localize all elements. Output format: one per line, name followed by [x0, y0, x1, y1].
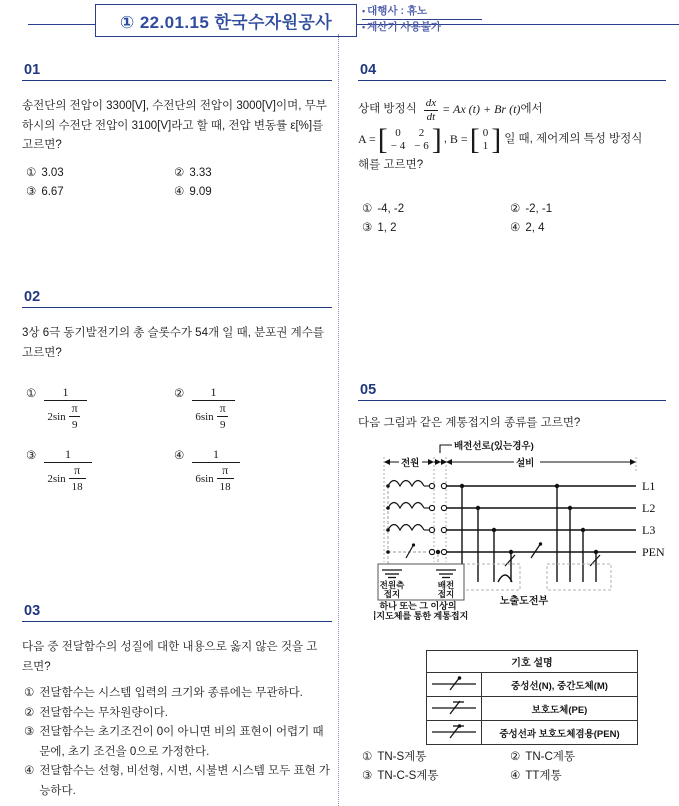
pen-conductor-symbol-icon — [427, 721, 482, 745]
choice-formula — [192, 447, 239, 496]
question-04-choices — [362, 200, 668, 238]
question-04-text-before: 상태 방정식 — [358, 103, 417, 116]
diagram-top-label: 배전선로(있는경우) — [454, 441, 534, 452]
choice-marker: ③ — [24, 726, 35, 738]
matrix-cell: − 4 — [390, 140, 406, 152]
matrix-cell: − 6 — [414, 140, 429, 152]
neutral-conductor-symbol-icon — [427, 673, 482, 697]
legend-label: 중성선(N), 중간도체(M) — [482, 673, 638, 697]
fraction-denominator — [44, 462, 91, 496]
inner-denominator: 9 — [217, 416, 229, 434]
choice-label: 전달함수는 초기조건이 0이 아니면 비의 표현이 어렵기 때문에, 초기 조건을 0으로 가정한다. — [39, 726, 324, 758]
protective-conductor-symbol-icon — [427, 697, 482, 721]
header-note-agency — [362, 3, 602, 19]
bracket-left: [ — [469, 123, 480, 156]
diagram-line-pen: PEN — [642, 545, 665, 559]
inner-numerator: π — [74, 463, 81, 477]
inner-denominator: 18 — [69, 478, 86, 496]
legend-table — [426, 650, 638, 745]
question-02-choices — [26, 385, 332, 496]
denominator-coefficient: 6sin — [195, 411, 214, 424]
ground-source-label-line1: 전원측 — [379, 580, 405, 590]
legend-row — [427, 697, 638, 721]
choice-marker: ① — [362, 203, 373, 215]
bullet-icon: • — [362, 22, 366, 32]
ground-dist-label-line1: 배전 — [437, 580, 455, 590]
bullet-icon: • — [362, 6, 366, 16]
question-04-number: 04 — [360, 62, 377, 78]
choice-1[interactable] — [26, 385, 174, 447]
matrix-cell: 0 — [395, 127, 401, 139]
question-04-line3: 해를 고르면? — [358, 159, 424, 171]
derivative-denominator: dt — [424, 110, 439, 124]
question-05-text: 다음 그림과 같은 계통접지의 종류를 고르면? — [358, 417, 581, 429]
legend-symbol-svg — [430, 675, 478, 691]
bracket-right: ] — [431, 123, 442, 156]
bracket-left: [ — [377, 123, 388, 156]
choice-3[interactable] — [362, 767, 510, 786]
choice-1[interactable] — [24, 684, 334, 704]
legend-label: 보호도체(PE) — [482, 697, 638, 721]
header-note-agency-text: 대행사 : 휴노 — [367, 5, 428, 17]
choice-formula — [44, 447, 91, 496]
choice-marker: ④ — [510, 222, 521, 234]
choice-3[interactable] — [26, 447, 174, 496]
choice-marker: ④ — [510, 770, 521, 782]
question-04-line1 — [358, 96, 670, 124]
matrix-b — [469, 123, 502, 156]
choice-row — [362, 767, 668, 786]
choice-label: 전달함수는 무차원량이다. — [39, 706, 168, 719]
question-04-text-after: 일 때, 제어계의 특성 방정식 — [504, 133, 643, 146]
choice-marker: ④ — [174, 450, 185, 462]
matrix-separator: , — [443, 133, 447, 146]
choice-2[interactable] — [174, 164, 212, 183]
question-01-header — [22, 63, 332, 81]
choice-marker: ③ — [362, 770, 373, 782]
choice-marker: ② — [510, 203, 521, 215]
fraction-denominator — [44, 400, 86, 434]
header-note-separator — [362, 19, 482, 20]
question-04-header — [358, 63, 666, 81]
choice-label: 1, 2 — [377, 222, 397, 234]
matrix-a-label: A = — [358, 132, 376, 147]
choice-4[interactable] — [24, 762, 334, 801]
ground-dist-label-line2: 접지 — [437, 589, 455, 599]
question-02-rule — [22, 307, 332, 308]
question-03-text: 다음 중 전달함수의 성질에 대한 내용으로 옳지 않은 것을 고르면? — [22, 641, 318, 673]
page-title: ① 22.01.15 한국수자원공사 — [119, 13, 333, 32]
diagram-caption-line1: 하나 또는 그 이상의 — [379, 601, 457, 611]
choice-row — [362, 748, 668, 767]
choice-marker: ② — [24, 706, 35, 719]
choice-4[interactable] — [510, 767, 562, 786]
question-03-rule — [22, 621, 332, 622]
choice-2[interactable] — [174, 385, 238, 447]
choice-2[interactable] — [510, 748, 575, 767]
matrix-a-cells — [388, 127, 432, 153]
choice-formula — [192, 385, 234, 434]
page-header — [0, 0, 679, 50]
choice-label: 전달함수는 선형, 비선형, 시변, 시불변 시스템 모두 표현 가능하다. — [39, 765, 330, 797]
question-02-text: 3상 6극 동기발전기의 총 슬롯수가 54개 일 때, 분포권 계수를 고르면? — [22, 327, 324, 359]
exam-title-box — [95, 4, 357, 37]
choice-2[interactable] — [24, 704, 334, 724]
question-04-rule — [358, 80, 666, 81]
choice-row — [362, 200, 668, 219]
column-divider — [338, 34, 339, 806]
choice-marker: ③ — [362, 222, 373, 234]
choice-label: 3.03 — [41, 167, 64, 179]
legend-row — [427, 721, 638, 745]
inner-denominator: 18 — [217, 478, 234, 496]
choice-label: -4, -2 — [377, 203, 405, 215]
matrix-cell: 0 — [482, 127, 489, 139]
diagram-span-source: 전원 — [401, 458, 420, 469]
choice-4[interactable] — [174, 183, 212, 202]
choice-3[interactable] — [26, 183, 174, 202]
derivative-fraction — [423, 97, 439, 124]
choice-marker: ① — [24, 687, 35, 699]
diagram-svg — [374, 440, 674, 620]
question-04-line2 — [358, 124, 670, 156]
matrix-cell: 1 — [482, 140, 489, 152]
question-02-number: 02 — [24, 289, 41, 305]
fraction-numerator: 1 — [64, 447, 71, 461]
matrix-b-label: B = — [449, 132, 468, 147]
choice-label: TT계통 — [525, 770, 562, 782]
choice-4[interactable] — [510, 219, 545, 238]
choice-marker: ② — [174, 167, 185, 179]
derivative-numerator: dx — [425, 96, 437, 109]
choice-label: 6.67 — [41, 186, 64, 198]
question-01-text: 송전단의 전압이 3300[V], 수전단의 전압이 3000[V]이며, 무부하시의 수전단 전압이 3100[V]라고 할 때, 전압 변동률 ε[%]를 고르면? — [22, 100, 327, 151]
equation-right-side: = Ax (t) + Br (t) — [442, 102, 521, 117]
choice-1[interactable] — [362, 200, 510, 219]
diagram-line-l3: L3 — [642, 523, 656, 537]
choice-row — [26, 164, 332, 183]
header-rule-left — [28, 24, 96, 25]
choice-label: 3.33 — [189, 167, 212, 179]
legend-row — [427, 673, 638, 697]
diagram-span-facility: 설비 — [516, 458, 535, 469]
denominator-coefficient: 6sin — [195, 473, 214, 486]
legend-title: 기호 설명 — [427, 651, 638, 673]
choice-2[interactable] — [510, 200, 552, 219]
choice-label: -2, -1 — [525, 203, 553, 215]
question-04-text-after-eq: 에서 — [520, 103, 543, 116]
matrix-b-cells — [480, 127, 492, 153]
choice-marker: ① — [26, 167, 37, 179]
choice-marker: ③ — [26, 186, 37, 198]
choice-marker: ① — [26, 388, 37, 400]
denominator-coefficient: 2sin — [47, 473, 66, 486]
choice-row — [26, 447, 332, 496]
choice-row — [26, 385, 332, 447]
question-05-number: 05 — [360, 382, 377, 398]
choice-marker: ③ — [26, 450, 37, 462]
choice-label: 2, 4 — [525, 222, 545, 234]
denominator-coefficient: 2sin — [47, 411, 66, 424]
matrix-cell: 2 — [418, 127, 425, 139]
choice-marker: ④ — [24, 765, 35, 777]
choice-marker: ④ — [174, 186, 185, 198]
choice-label: TN-C계통 — [525, 751, 575, 763]
header-note-calculator-text: 계산기 사용불가 — [367, 21, 442, 33]
choice-row — [26, 183, 332, 202]
fraction-denominator — [192, 462, 239, 496]
diagram-caption-line2: 접지도체를 통한 계통접지 — [374, 611, 469, 620]
question-02-header — [22, 290, 332, 308]
legend-label: 중성선과 보호도체겸용(PEN) — [482, 721, 638, 745]
inner-denominator: 9 — [69, 416, 81, 434]
bracket-right: ] — [491, 123, 502, 156]
choice-label: 전달함수는 시스템 입력의 크기와 종류에는 무관하다. — [39, 687, 303, 699]
grounding-system-diagram — [374, 440, 674, 620]
choice-marker: ① — [362, 751, 373, 763]
diagram-line-l2: L2 — [642, 501, 656, 515]
question-03-number: 03 — [24, 603, 41, 619]
inner-numerator: π — [71, 401, 78, 415]
fraction-numerator: 1 — [210, 385, 217, 399]
inner-numerator: π — [222, 463, 229, 477]
question-01-rule — [22, 80, 332, 81]
diagram-line-l1: L1 — [642, 479, 656, 493]
question-01-choices — [26, 164, 332, 202]
legend-header-row — [427, 651, 638, 673]
choice-3[interactable] — [24, 723, 334, 762]
choice-label: TN-C-S계통 — [377, 770, 439, 782]
choice-1[interactable] — [26, 164, 174, 183]
choice-3[interactable] — [362, 219, 510, 238]
question-01-number: 01 — [24, 62, 41, 78]
matrix-a — [377, 123, 442, 156]
question-03-choices — [24, 684, 334, 801]
choice-row — [362, 219, 668, 238]
choice-label: TN-S계통 — [377, 751, 427, 763]
legend-symbol-svg — [430, 723, 478, 739]
fraction-numerator: 1 — [212, 447, 219, 461]
choice-4[interactable] — [174, 447, 243, 496]
question-05-choices — [362, 748, 668, 786]
question-05-rule — [358, 400, 666, 401]
question-03-header — [22, 604, 332, 622]
choice-marker: ② — [510, 751, 521, 763]
diagram-exposed-label: 노출도전부 — [499, 596, 549, 607]
fraction-denominator — [192, 400, 234, 434]
choice-1[interactable] — [362, 748, 510, 767]
legend-symbol-svg — [430, 699, 478, 715]
inner-numerator: π — [219, 401, 226, 415]
question-05-header — [358, 383, 666, 401]
choice-marker: ② — [174, 388, 185, 400]
choice-formula — [44, 385, 86, 434]
ground-source-label-line2: 접지 — [383, 589, 401, 599]
choice-label: 9.09 — [189, 186, 212, 198]
fraction-numerator: 1 — [62, 385, 69, 399]
header-note-calculator — [362, 19, 602, 35]
question-04-statement — [358, 96, 670, 176]
